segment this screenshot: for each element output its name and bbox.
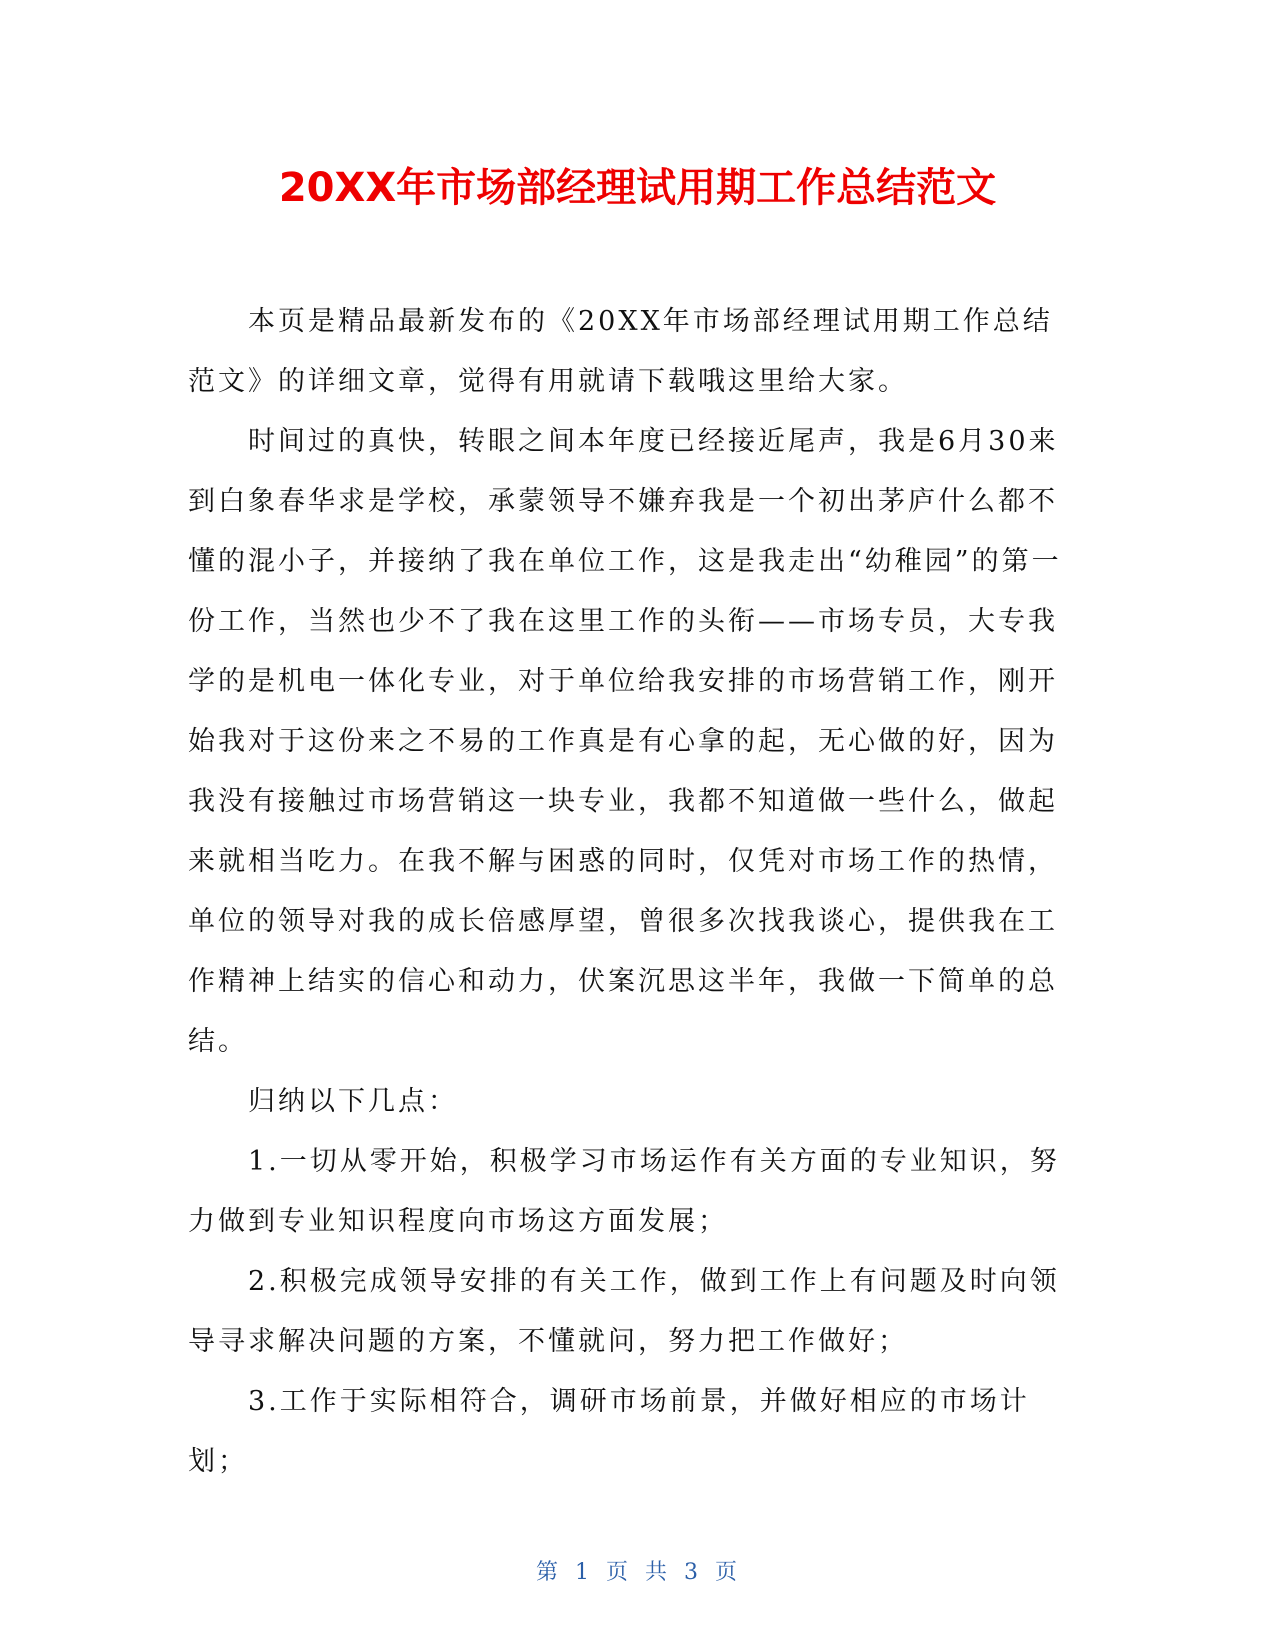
document-title: 20XX年市场部经理试用期工作总结范文 <box>278 165 997 211</box>
list-item-3: 3.工作于实际相符合，调研市场前景，并做好相应的市场计划； <box>188 1386 1030 1477</box>
page-number-footer: 第 1 页 共 3 页 <box>536 1560 739 1585</box>
list-item-2: 2.积极完成领导安排的有关工作，做到工作上有问题及时向领导寻求解决问题的方案，不懂就问，努力把工作做好； <box>188 1266 1060 1357</box>
list-item-1: 1.一切从零开始，积极学习市场运作有关方面的专业知识，努力做到专业知识程度向市场这方面发展； <box>188 1146 1060 1237</box>
main-paragraph: 时间过的真快，转眼之间本年度已经接近尾声，我是6月30来到白象春华求是学校，承蒙领导不嫌弃我是一个初出茅庐什么都不懂的混小子，并接纳了我在单位工作，这是我走出“幼稚园”的第一份工作，当然也少不了我在这里工作的头衔——市场专员，大专我学的是机电一体化专业，对于单位给我安排的市场营销工作，刚开始我对于这份来之不易的工作真是有心拿的起，无心做的好，因为我没有接触过市场营销这一块专业，我都不知道做一些什么，做起来就相当吃力。在我不解与困惑的同时，仅凭对市场工作的热情，单位的领导对我的成长倍感厚望，曾很多次找我谈心，提供我在工作精神上结实的信心和动力，伏案沉思这半年，我做一下简单的总结。 <box>188 426 1062 1057</box>
summary-heading-paragraph: 归纳以下几点： <box>248 1086 458 1117</box>
document-body <box>188 292 1068 1492</box>
intro-paragraph: 本页是精品最新发布的《20XX年市场部经理试用期工作总结范文》的详细文章，觉得有用就请下载哦这里给大家。 <box>188 306 1053 397</box>
